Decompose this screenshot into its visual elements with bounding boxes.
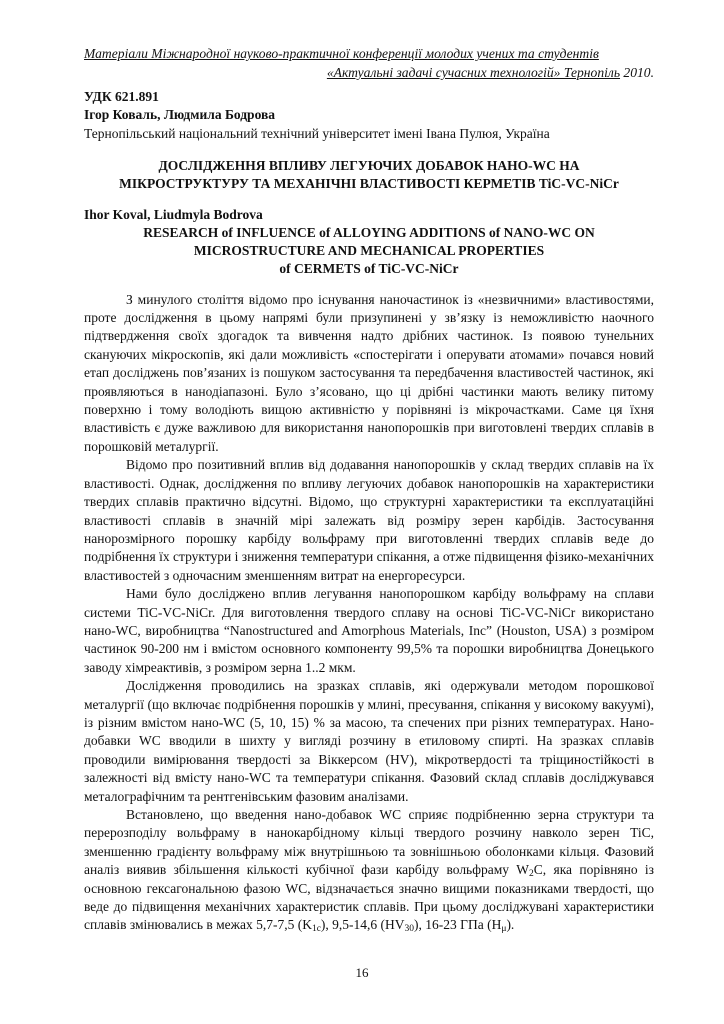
paragraph: Відомо про позитивний вплив від додавання нанопорошків у склад твердих сплавів на їх властивості. Однак, дослідження по впливу легуючих добавок нанопорошків на характеристики твердих сплавів практично відсутні. Відомо, що структурні характеристики та експлуатаційні властивості сплавів в значній мірі залежать від розміру зерен карбідів. Застосування нанорозмірного порошку карбіду вольфраму при виготовленні твердих сплавів веде до подрібнення їх структури і зниження температури спікання, а отже підвищення фізико-механічних властивостей з одночасним зменшенням витрат на енергоресурси.	[84, 457, 654, 583]
subscript: 2	[529, 869, 534, 880]
conclusion-text: ), 16-23 ГПа (H	[414, 917, 502, 933]
subscript: μ	[501, 924, 507, 935]
header-conference-name: «Актуальні задачі сучасних технологій» Тернопіль	[326, 65, 621, 80]
paragraph: З минулого століття відомо про існування наночастинок із «незвичними» властивостями, проте дослідження в цьому напрямі були призупинені у зв’язку із неможливістю наочного підтвердження своїх здогадок та вивчення надто дрібних частинок. Із появою тунельних скануючих мікроскопів, які дали можливість «спостерігати і оперувати атомами» почався новий етап досліджень пов’язаних із пошуком застосування та передбачення властивостей частинок, які проявляються в нанодіапазоні. Було з’ясовано, що ці дрібні частинки мають велику питому поверхню і тому володіють вищою активністю у порівняні із мікрочастками. Саме ця їхня властивість є дуже важливою для використання нанопорошків при виготовлені твердих сплавів в порошковій металургії.	[84, 291, 654, 454]
header-line-1: Матеріали Міжнародної науково-практичної конференції молодих учених та студентів	[84, 46, 599, 61]
paragraph: Нами було досліджено вплив легування нанопорошком карбіду вольфраму на сплави системи TiC-VC-NiCr. Для виготовлення твердого сплаву на основі TiC-VC-NiCr використано нано-WC, виробництва “Nanostructured and Amorphous Materials, Inc” (Houston, USA) з розміром частинок 90-200 нм і вмістом основного компоненту 99,5% та порошки виробництва Донецького заводу хімреактивів, з розміром зерна 1..2 мкм.	[84, 586, 654, 675]
authors-en: Ihor Koval, Liudmyla Bodrova	[84, 206, 263, 222]
page-number: 16	[355, 965, 369, 980]
paragraph-conclusion	[84, 806, 654, 935]
subscript: 1c	[311, 924, 321, 935]
title-en-line: RESEARCH of INFLUENCE of ALLOYING ADDITIONS of NANO-WC ON	[143, 225, 595, 241]
header-line-2	[84, 63, 654, 82]
conclusion-text: Встановлено, що введення нано-добавок WC сприяє подрібненню зерна структури та перерозподілу вольфраму в нанокарбідному кільці твердого розчину навколо зерен TiC, зменшенню градієнту вольфраму між внутрішньою та зовнішньою оболонками кільця. Фазовий аналіз виявив збільшення кількості кубічної фази карбіду вольфраму W	[84, 807, 654, 878]
conclusion-text: C, яка порівняно із основною гексагональною фазою WC, відзначається значно вищими показниками твердості, що веде до підвищення механічних характеристик сплавів. При цьому досліджувані характеристики сплавів змінювались в межах 5,7-7,5 (K	[84, 862, 654, 933]
title-en	[84, 224, 654, 279]
authors-ua: Ігор Коваль, Людмила Бодрова	[84, 107, 276, 123]
affiliation: Тернопільський національний технічний університет імені Івана Пулюя, Україна	[84, 125, 550, 141]
title-ua-line: ДОСЛІДЖЕННЯ ВПЛИВУ ЛЕГУЮЧИХ ДОБАВОК НАНО-WC НА	[158, 158, 580, 174]
title-ua-line: МІКРОСТРУКТУРУ ТА МЕХАНІЧНІ ВЛАСТИВОСТІ КЕРМЕТІВ TiC-VC-NiCr	[119, 176, 619, 192]
conference-header	[84, 44, 654, 82]
title-en-line: of CERMETS of TiC-VC-NiCr	[279, 261, 459, 277]
article-content	[84, 88, 654, 935]
subscript: 30	[404, 924, 415, 935]
article-body	[84, 291, 654, 935]
title-en-line: MICROSTRUCTURE AND MECHANICAL PROPERTIES	[193, 243, 545, 259]
udc-code: УДК 621.891	[84, 89, 159, 104]
conclusion-text: ).	[506, 917, 515, 933]
conclusion-text: ), 9,5-14,6 (HV	[320, 917, 405, 933]
title-ua	[84, 157, 654, 193]
paragraph: Дослідження проводились на зразках сплавів, які одержували методом порошкової металургії (що включає подрібнення порошків у млині, пресування, спікання у високому вакуумі), із різним вмістом нано-WC (5, 10, 15) % за масою, та спечених при різних температурах. Нано-добавки WC вводили в шихту у вигляді розчину в етиловому спирті. На зразках сплавів проводили вимірювання твердості за Віккерсом (HV), мікротвердості та тріщиностійкості в залежності від вмісту нано-WC та температури спікання. Фазовий склад сплавів досліджувався металографічним та рентгенівським фазовим аналізами.	[84, 678, 654, 804]
header-year: 2010.	[620, 65, 654, 80]
